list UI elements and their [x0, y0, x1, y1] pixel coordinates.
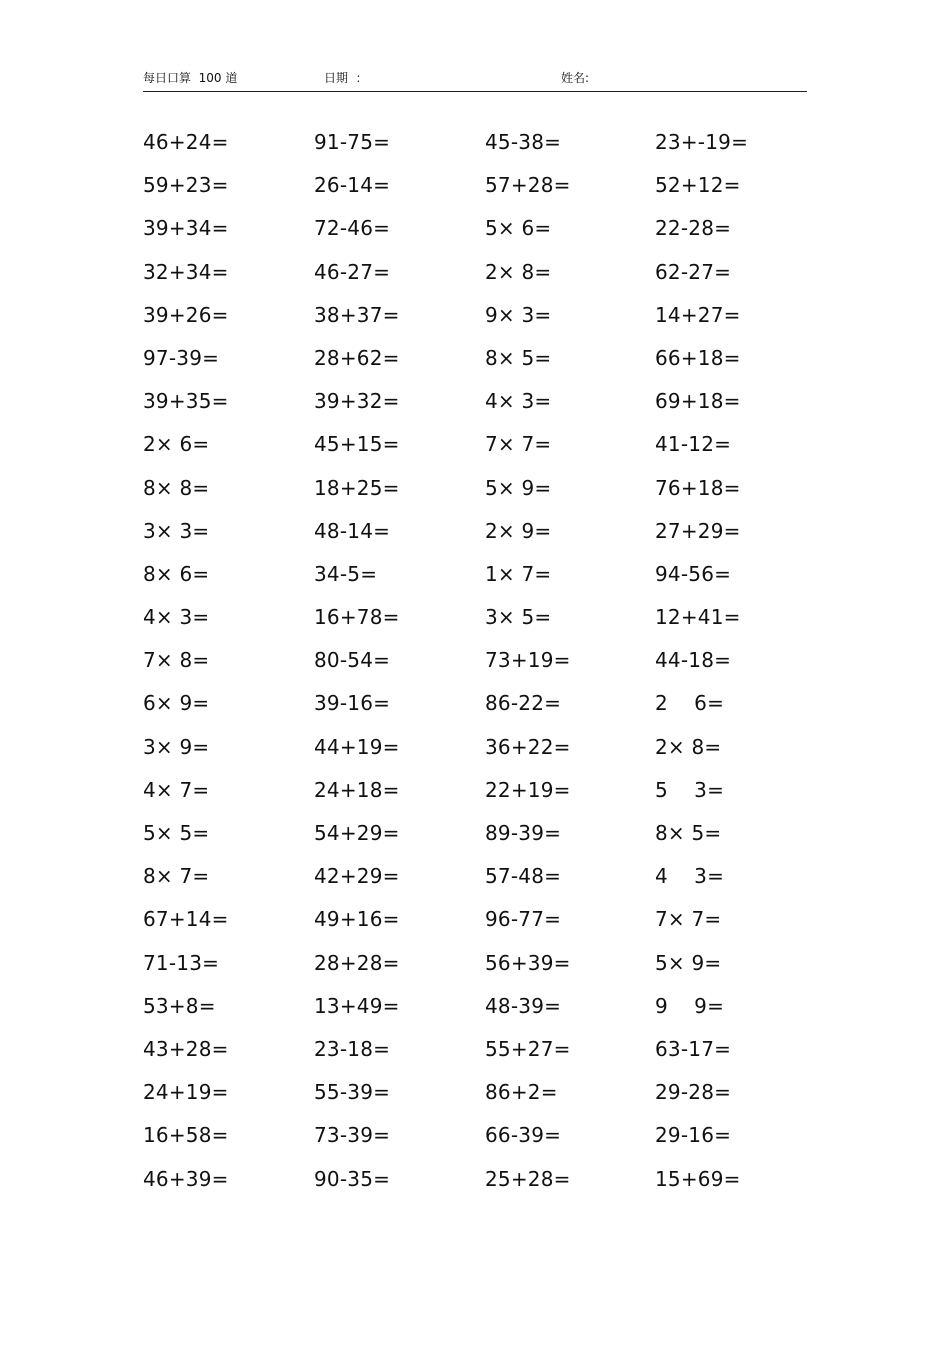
problem-item: 4× 3=: [485, 389, 552, 414]
problem-item: 8× 5=: [655, 821, 722, 845]
problem-item: 29-28=: [655, 1080, 732, 1105]
problem-item: 38+37=: [314, 302, 400, 327]
problem-item: 49+16=: [314, 907, 400, 932]
problem-item: 13+49=: [314, 993, 400, 1018]
problem-item: 56+39=: [485, 950, 571, 975]
problem-item: 66+18=: [655, 345, 741, 370]
problem-item: 3× 5=: [485, 605, 552, 630]
name-label: 姓名:: [561, 71, 590, 85]
problem-item: 48-14=: [314, 518, 391, 543]
problem-item: 45-38=: [485, 130, 562, 154]
problem-item: 18+25=: [314, 475, 400, 500]
problem-item: 4 3=: [655, 864, 725, 889]
problem-item: 55+27=: [485, 1036, 571, 1061]
problem-item: 69+18=: [655, 389, 741, 414]
problem-item: 5× 6=: [485, 216, 552, 241]
problem-item: 46+24=: [143, 130, 229, 154]
problem-item: 23+-19=: [655, 130, 749, 154]
problem-item: 8× 6=: [143, 561, 210, 586]
problem-item: 46+39=: [143, 1166, 229, 1191]
problem-item: 2× 9=: [485, 518, 552, 543]
problem-item: 2× 6=: [143, 432, 210, 457]
problem-item: 76+18=: [655, 475, 741, 500]
problem-item: 9× 3=: [485, 302, 552, 327]
problem-item: 16+58=: [143, 1123, 229, 1148]
problem-item: 94-56=: [655, 561, 732, 586]
problem-item: 7× 7=: [485, 432, 552, 457]
problem-item: 5× 5=: [143, 821, 210, 845]
problem-item: 27+29=: [655, 518, 741, 543]
problem-item: 96-77=: [485, 907, 562, 932]
problem-item: 22+19=: [485, 777, 571, 802]
problem-item: 46-27=: [314, 259, 391, 284]
problem-item: 59+23=: [143, 173, 229, 198]
problem-item: 86+2=: [485, 1080, 558, 1105]
problem-item: 9 9=: [655, 993, 725, 1018]
problem-item: 12+41=: [655, 605, 741, 630]
problem-item: 73+19=: [485, 648, 571, 673]
problem-item: 7× 7=: [655, 907, 722, 932]
problem-item: 24+18=: [314, 777, 400, 802]
problem-item: 80-54=: [314, 648, 391, 673]
date-label: 日期 ：: [324, 71, 368, 85]
problem-item: 2× 8=: [655, 734, 722, 759]
problem-item: 86-22=: [485, 691, 562, 716]
problem-item: 62-27=: [655, 259, 732, 284]
problem-item: 44-18=: [655, 648, 732, 673]
problem-item: 57-48=: [485, 864, 562, 889]
problem-item: 42+29=: [314, 864, 400, 889]
problem-item: 55-39=: [314, 1080, 391, 1105]
problem-item: 39+34=: [143, 216, 229, 241]
problem-item: 52+12=: [655, 173, 741, 198]
problem-item: 43+28=: [143, 1036, 229, 1061]
problem-item: 89-39=: [485, 821, 562, 845]
problem-item: 48-39=: [485, 993, 562, 1018]
problem-item: 3× 3=: [143, 518, 210, 543]
problem-item: 45+15=: [314, 432, 400, 457]
problem-item: 53+8=: [143, 993, 216, 1018]
problem-item: 73-39=: [314, 1123, 391, 1148]
problem-item: 41-12=: [655, 432, 732, 457]
problem-item: 29-16=: [655, 1123, 732, 1148]
problem-item: 23-18=: [314, 1036, 391, 1061]
worksheet-header: [143, 66, 807, 92]
problem-item: 25+28=: [485, 1166, 571, 1191]
problem-item: 71-13=: [143, 950, 220, 975]
problem-item: 5 3=: [655, 777, 725, 802]
problem-item: 36+22=: [485, 734, 571, 759]
problem-item: 16+78=: [314, 605, 400, 630]
problem-item: 22-28=: [655, 216, 732, 241]
problem-item: 39+35=: [143, 389, 229, 414]
problem-item: 14+27=: [655, 302, 741, 327]
problem-grid: [143, 126, 803, 1206]
problem-item: 39-16=: [314, 691, 391, 716]
problem-item: 91-75=: [314, 130, 391, 154]
problem-item: 39+32=: [314, 389, 400, 414]
problem-item: 8× 7=: [143, 864, 210, 889]
problem-item: 72-46=: [314, 216, 391, 241]
problem-item: 39+26=: [143, 302, 229, 327]
problem-item: 24+19=: [143, 1080, 229, 1105]
problem-item: 8× 5=: [485, 345, 552, 370]
problem-item: 57+28=: [485, 173, 571, 198]
problem-item: 2× 8=: [485, 259, 552, 284]
problem-item: 3× 9=: [143, 734, 210, 759]
problem-item: 2 6=: [655, 691, 725, 716]
problem-item: 4× 3=: [143, 605, 210, 630]
problem-item: 32+34=: [143, 259, 229, 284]
problem-item: 8× 8=: [143, 475, 210, 500]
problem-item: 54+29=: [314, 821, 400, 845]
problem-item: 44+19=: [314, 734, 400, 759]
problem-item: 34-5=: [314, 561, 378, 586]
problem-item: 26-14=: [314, 173, 391, 198]
problem-item: 67+14=: [143, 907, 229, 932]
problem-item: 4× 7=: [143, 777, 210, 802]
problem-item: 5× 9=: [485, 475, 552, 500]
problem-item: 1× 7=: [485, 561, 552, 586]
problem-item: 90-35=: [314, 1166, 391, 1191]
worksheet-title: 每日口算 100 道: [143, 71, 238, 85]
problem-item: 28+28=: [314, 950, 400, 975]
problem-item: 5× 9=: [655, 950, 722, 975]
problem-item: 28+62=: [314, 345, 400, 370]
problem-item: 6× 9=: [143, 691, 210, 716]
problem-item: 15+69=: [655, 1166, 741, 1191]
problem-item: 66-39=: [485, 1123, 562, 1148]
problem-item: 63-17=: [655, 1036, 732, 1061]
problem-item: 97-39=: [143, 345, 220, 370]
problem-item: 7× 8=: [143, 648, 210, 673]
